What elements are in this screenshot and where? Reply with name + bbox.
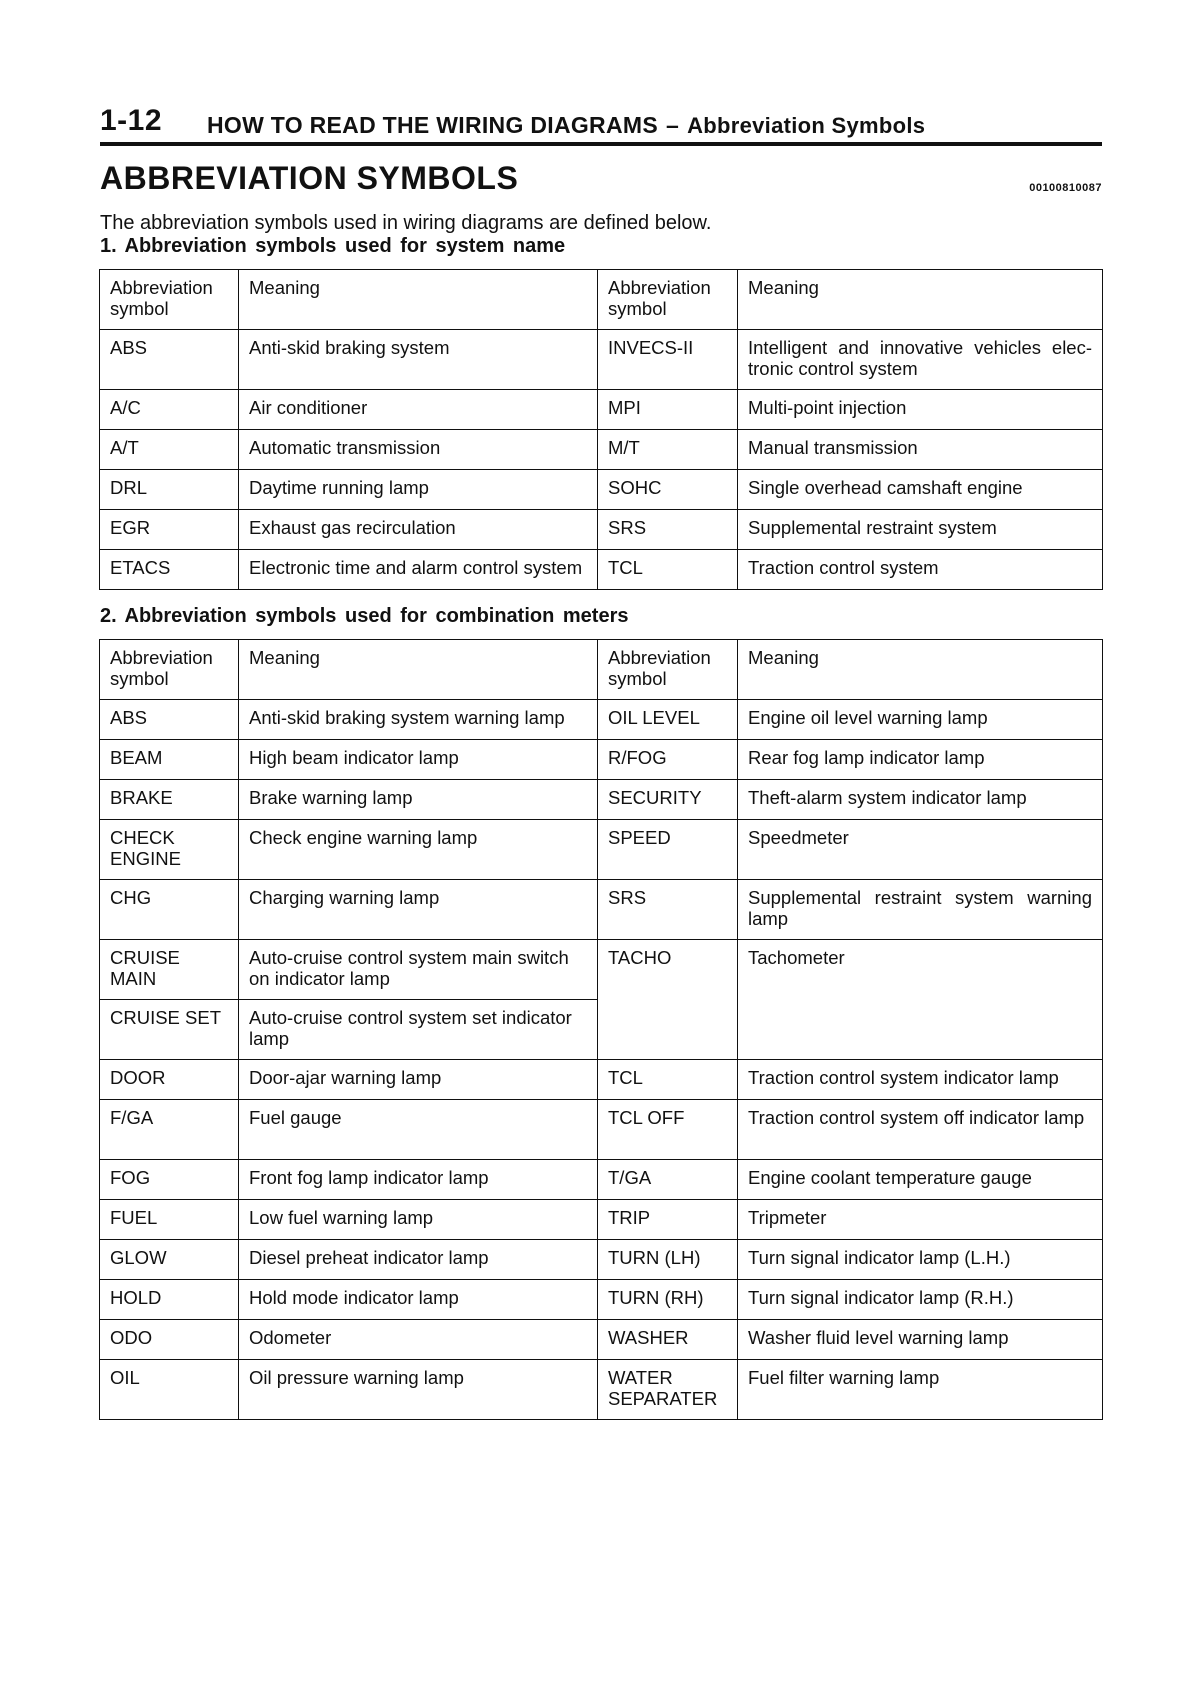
abbr-cell: TURN (LH) <box>598 1240 738 1280</box>
abbr-cell: M/T <box>598 430 738 470</box>
header-rule <box>100 142 1102 146</box>
meaning-cell: Tachometer <box>738 940 1103 1060</box>
page-header <box>100 104 1102 144</box>
meaning-cell: Theft-alarm system indicator lamp <box>738 780 1103 820</box>
abbr-cell: ABS <box>100 700 239 740</box>
section-2-heading: 2. Abbreviation symbols used for combination meters <box>100 605 629 627</box>
abbr-cell: SRS <box>598 880 738 940</box>
abbr-cell: CHG <box>100 880 239 940</box>
meaning-cell: Fuel filter warning lamp <box>738 1360 1103 1420</box>
abbr-cell: BRAKE <box>100 780 239 820</box>
meaning-cell: Turn signal indicator lamp (R.H.) <box>738 1280 1103 1320</box>
abbr-cell: WATER SEPARATER <box>598 1360 738 1420</box>
header-cell: Abbreviation symbol <box>100 640 239 700</box>
abbr-cell: MPI <box>598 390 738 430</box>
meaning-cell: Turn signal indicator lamp (L.H.) <box>738 1240 1103 1280</box>
table-row <box>100 1200 1103 1240</box>
meaning-cell: Auto-cruise control system set indicator lamp <box>239 1000 598 1060</box>
table-row <box>100 470 1103 510</box>
abbr-cell: GLOW <box>100 1240 239 1280</box>
meaning-cell: Daytime running lamp <box>239 470 598 510</box>
abbr-cell: A/T <box>100 430 239 470</box>
abbr-cell: A/C <box>100 390 239 430</box>
abbr-cell: ODO <box>100 1320 239 1360</box>
meaning-cell: Auto-cruise control system main switch on indicator lamp <box>239 940 598 1000</box>
table-row <box>100 1240 1103 1280</box>
table-row <box>100 330 1103 390</box>
meaning-cell: Oil pressure warning lamp <box>239 1360 598 1420</box>
intro-text: The abbreviation symbols used in wiring diagrams are defined below. <box>100 212 712 234</box>
meaning-cell: Automatic transmission <box>239 430 598 470</box>
meaning-cell: Traction control system indicator lamp <box>738 1060 1103 1100</box>
meaning-cell: Speedmeter <box>738 820 1103 880</box>
meaning-cell: Washer fluid level warning lamp <box>738 1320 1103 1360</box>
section-title: Abbreviation Symbols <box>687 113 926 138</box>
meaning-cell: Check engine warning lamp <box>239 820 598 880</box>
table-row <box>100 1360 1103 1420</box>
system-name-table <box>99 269 1103 590</box>
meaning-cell: Traction control system <box>738 550 1103 590</box>
abbr-cell: CRUISE SET <box>100 1000 239 1060</box>
meaning-cell: Door-ajar warning lamp <box>239 1060 598 1100</box>
abbr-cell: FOG <box>100 1160 239 1200</box>
meaning-cell: Exhaust gas recirculation <box>239 510 598 550</box>
abbr-cell: SECURITY <box>598 780 738 820</box>
abbr-cell: DOOR <box>100 1060 239 1100</box>
chapter-title-line <box>207 112 925 139</box>
document-code: 00100810087 <box>1029 182 1102 194</box>
abbr-cell: TACHO <box>598 940 738 1060</box>
abbr-cell: INVECS-II <box>598 330 738 390</box>
header-cell: Abbreviation symbol <box>598 640 738 700</box>
abbr-cell: TURN (RH) <box>598 1280 738 1320</box>
abbr-cell: OIL LEVEL <box>598 700 738 740</box>
meaning-cell: Traction control system off indicator lamp <box>738 1100 1103 1160</box>
table-row <box>100 1280 1103 1320</box>
abbr-cell: F/GA <box>100 1100 239 1160</box>
meaning-cell: Engine oil level warning lamp <box>738 700 1103 740</box>
table-row <box>100 740 1103 780</box>
meaning-cell: Diesel preheat indicator lamp <box>239 1240 598 1280</box>
section-1-heading: 1. Abbreviation symbols used for system name <box>100 235 566 257</box>
title-separator: – <box>665 112 680 138</box>
abbr-cell: R/FOG <box>598 740 738 780</box>
table-header-row <box>100 270 1103 330</box>
abbr-cell: BEAM <box>100 740 239 780</box>
meaning-cell: Supplemental restraint system <box>738 510 1103 550</box>
meaning-cell: Electronic time and alarm control system <box>239 550 598 590</box>
meaning-cell: High beam indicator lamp <box>239 740 598 780</box>
meaning-cell: Intelligent and innovative vehicles elec-tronic control system <box>738 330 1103 390</box>
table-header-row <box>100 640 1103 700</box>
abbr-cell: FUEL <box>100 1200 239 1240</box>
meaning-cell: Engine coolant temperature gauge <box>738 1160 1103 1200</box>
abbr-cell: ABS <box>100 330 239 390</box>
header-cell: Abbreviation symbol <box>100 270 239 330</box>
combination-meters-table <box>99 639 1103 1420</box>
abbr-cell: SPEED <box>598 820 738 880</box>
meaning-cell: Tripmeter <box>738 1200 1103 1240</box>
abbr-cell: TCL <box>598 1060 738 1100</box>
meaning-cell: Fuel gauge <box>239 1100 598 1160</box>
header-cell: Meaning <box>738 270 1103 330</box>
meaning-cell: Multi-point injection <box>738 390 1103 430</box>
table-row <box>100 700 1103 740</box>
meaning-cell: Front fog lamp indicator lamp <box>239 1160 598 1200</box>
meaning-cell: Rear fog lamp indicator lamp <box>738 740 1103 780</box>
abbr-cell: DRL <box>100 470 239 510</box>
meaning-cell: Anti-skid braking system <box>239 330 598 390</box>
table-row <box>100 820 1103 880</box>
meaning-cell: Manual transmission <box>738 430 1103 470</box>
meaning-cell: Charging warning lamp <box>239 880 598 940</box>
abbr-cell: T/GA <box>598 1160 738 1200</box>
abbr-cell: TCL <box>598 550 738 590</box>
page-number: 1-12 <box>100 104 163 137</box>
meaning-cell: Single overhead camshaft engine <box>738 470 1103 510</box>
chapter-title: HOW TO READ THE WIRING DIAGRAMS <box>207 112 658 138</box>
abbr-cell: ETACS <box>100 550 239 590</box>
table-row <box>100 430 1103 470</box>
table-row <box>100 1060 1103 1100</box>
header-cell: Meaning <box>738 640 1103 700</box>
abbr-cell: EGR <box>100 510 239 550</box>
meaning-cell: Supplemental restraint system warning lamp <box>738 880 1103 940</box>
abbr-cell: HOLD <box>100 1280 239 1320</box>
table-row <box>100 1100 1103 1160</box>
header-cell: Abbreviation symbol <box>598 270 738 330</box>
table-row <box>100 1160 1103 1200</box>
table-row <box>100 1320 1103 1360</box>
table-row <box>100 940 1103 1000</box>
meaning-cell: Brake warning lamp <box>239 780 598 820</box>
meaning-cell: Odometer <box>239 1320 598 1360</box>
meaning-cell: Anti-skid braking system warning lamp <box>239 700 598 740</box>
abbr-cell: WASHER <box>598 1320 738 1360</box>
page-title: ABBREVIATION SYMBOLS <box>100 160 519 196</box>
meaning-cell: Air conditioner <box>239 390 598 430</box>
meaning-cell: Low fuel warning lamp <box>239 1200 598 1240</box>
abbr-cell: CHECK ENGINE <box>100 820 239 880</box>
header-cell: Meaning <box>239 270 598 330</box>
table-row <box>100 780 1103 820</box>
abbr-cell: TRIP <box>598 1200 738 1240</box>
meaning-cell: Hold mode indicator lamp <box>239 1280 598 1320</box>
table-row <box>100 880 1103 940</box>
abbr-cell: CRUISE MAIN <box>100 940 239 1000</box>
header-cell: Meaning <box>239 640 598 700</box>
abbr-cell: OIL <box>100 1360 239 1420</box>
table-row <box>100 510 1103 550</box>
table-row <box>100 390 1103 430</box>
abbr-cell: SOHC <box>598 470 738 510</box>
abbr-cell: SRS <box>598 510 738 550</box>
table-row <box>100 550 1103 590</box>
abbr-cell: TCL OFF <box>598 1100 738 1160</box>
